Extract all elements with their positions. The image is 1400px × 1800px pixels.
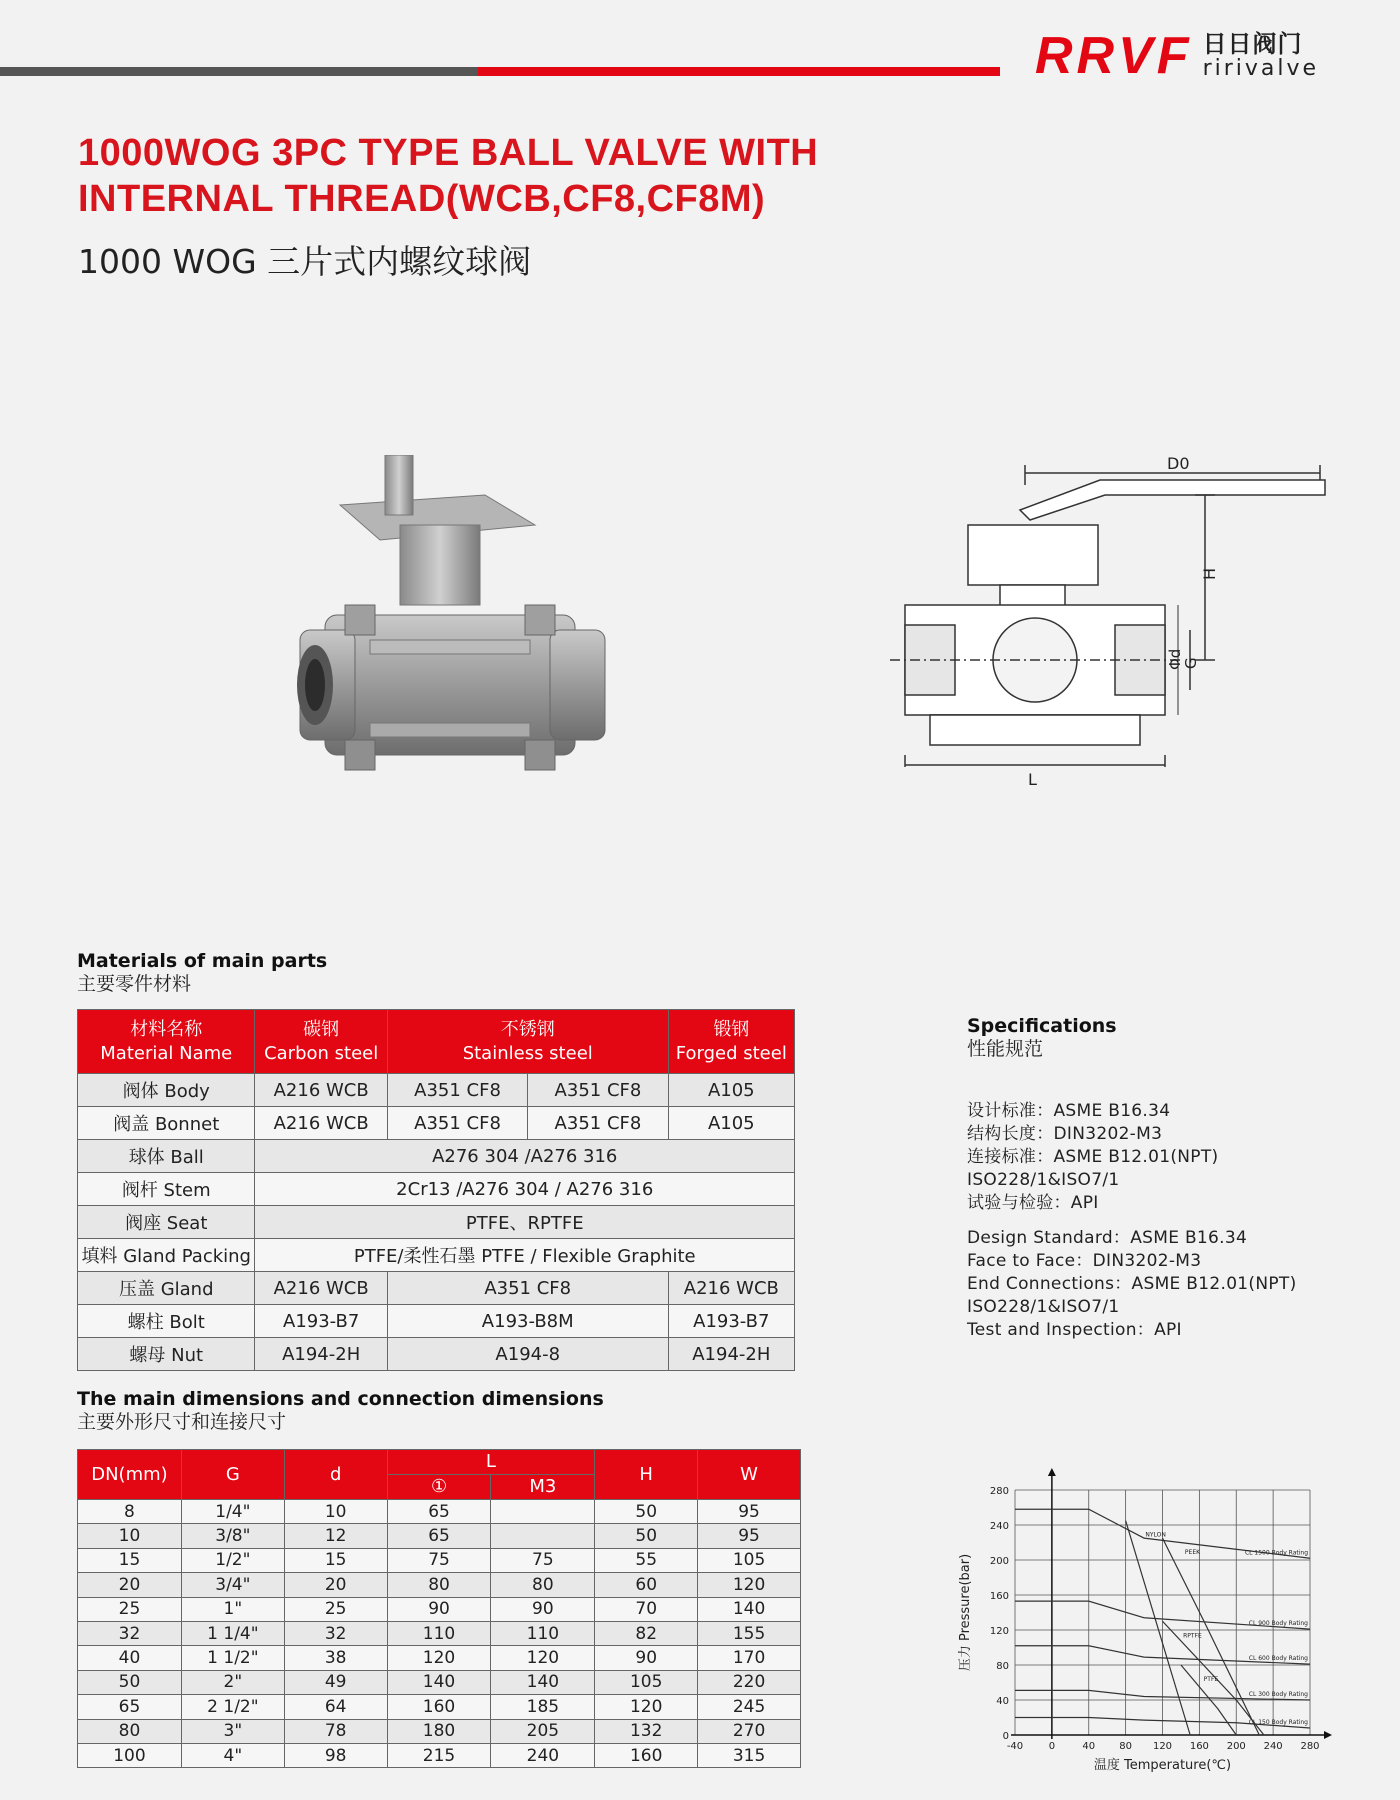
table-cell: 160: [595, 1743, 698, 1767]
table-cell: 160: [387, 1695, 491, 1719]
x-tick-label: 120: [1152, 1741, 1173, 1752]
y-axis-label: 压力 Pressure(bar): [958, 1553, 973, 1672]
table-cell: 105: [698, 1548, 801, 1572]
table-cell: 50: [78, 1670, 182, 1694]
materials-row-gland: 压盖 Gland A216 WCB A351 CF8 A216 WCB: [78, 1272, 795, 1305]
table-cell: 82: [595, 1621, 698, 1645]
specs-en-block: [967, 1227, 1297, 1342]
table-cell: 3/8": [181, 1524, 284, 1548]
materials-header-row: [78, 1010, 795, 1074]
table-cell: 90: [387, 1597, 491, 1621]
x-tick-label: -40: [1006, 1741, 1024, 1752]
table-cell: 25: [284, 1597, 387, 1621]
table-cell: 50: [595, 1524, 698, 1548]
page-title-line1: 1000WOG 3PC TYPE BALL VALVE WITH: [78, 132, 819, 174]
y-tick-label: 120: [989, 1626, 1009, 1637]
col-h: H: [595, 1450, 698, 1500]
y-tick-label: 160: [989, 1591, 1009, 1602]
table-cell: 64: [284, 1695, 387, 1719]
table-cell: 90: [491, 1597, 595, 1621]
table-cell: 215: [387, 1743, 491, 1767]
materials-heading: [77, 950, 327, 996]
series-label: CL 600 Body Rating: [1248, 1655, 1308, 1663]
table-cell: 3/4": [181, 1573, 284, 1597]
materials-heading-cn: 主要零件材料: [77, 973, 192, 995]
table-cell: 120: [698, 1573, 801, 1597]
x-tick-label: 160: [1189, 1741, 1209, 1752]
table-cell: 65: [78, 1695, 182, 1719]
table-cell: 25: [78, 1597, 182, 1621]
table-cell: 155: [698, 1621, 801, 1645]
col-dn: DN(mm): [78, 1450, 182, 1500]
table-row: [78, 1548, 801, 1572]
table-cell: 240: [491, 1743, 595, 1767]
top-rule-red: [478, 67, 1000, 76]
table-cell: 1 1/2": [181, 1646, 284, 1670]
spec-line: Test and Inspection：API: [967, 1320, 1182, 1340]
table-cell: 78: [284, 1719, 387, 1743]
table-cell: 32: [284, 1621, 387, 1645]
col-carbon-steel: 碳钢 Carbon steel: [255, 1010, 387, 1074]
table-cell: 270: [698, 1719, 801, 1743]
brand-mark: RRVF: [1035, 26, 1193, 85]
specs-heading-en: Specifications: [967, 1015, 1117, 1037]
spec-line: 连接标准：ASME B12.01(NPT): [967, 1147, 1219, 1167]
table-cell: 75: [491, 1548, 595, 1572]
col-g: G: [181, 1450, 284, 1500]
y-tick-label: 280: [989, 1486, 1009, 1497]
table-cell: 70: [595, 1597, 698, 1621]
materials-heading-en: Materials of main parts: [77, 950, 328, 972]
table-row: [78, 1743, 801, 1767]
dimensions-body: [78, 1500, 801, 1768]
table-cell: 170: [698, 1646, 801, 1670]
specs-list: [967, 1100, 1297, 1354]
series-label: PTFE: [1203, 1676, 1219, 1683]
dimensions-heading-en: The main dimensions and connection dimensions: [77, 1388, 604, 1410]
dimensions-heading: [77, 1388, 604, 1434]
col-l-m3: M3: [491, 1475, 595, 1500]
dim-label-h: H: [1200, 567, 1219, 580]
y-tick-label: 40: [996, 1696, 1009, 1707]
table-cell: 15: [284, 1548, 387, 1572]
top-rule-dark: [0, 67, 478, 76]
table-cell: 100: [78, 1743, 182, 1767]
page-subtitle-cn: 1000 WOG 三片式内螺纹球阀: [78, 242, 532, 281]
table-cell: 8: [78, 1500, 182, 1524]
table-row: [78, 1646, 801, 1670]
table-cell: 140: [698, 1597, 801, 1621]
table-cell: 32: [78, 1621, 182, 1645]
x-tick-label: 240: [1263, 1741, 1283, 1752]
specs-heading-cn: 性能规范: [967, 1038, 1044, 1060]
y-tick-label: 240: [989, 1521, 1009, 1532]
dim-label-l: L: [1028, 770, 1037, 789]
y-tick-label: 80: [996, 1661, 1009, 1672]
materials-row-bonnet: 阀盖 Bonnet A216 WCB A351 CF8 A351 CF8 A105: [78, 1107, 795, 1140]
col-w: W: [698, 1450, 801, 1500]
table-row: [78, 1621, 801, 1645]
spec-line: ISO228/1&ISO7/1: [967, 1297, 1120, 1317]
x-tick-label: 40: [1082, 1741, 1096, 1752]
specs-heading: [967, 1015, 1117, 1061]
series-label: CL 900 Body Rating: [1248, 1620, 1308, 1628]
table-cell: 120: [491, 1646, 595, 1670]
spec-line: 试验与检验：API: [967, 1193, 1099, 1213]
spec-line: Design Standard：ASME B16.34: [967, 1228, 1248, 1248]
x-axis-label: 温度 Temperature(℃): [1093, 1758, 1232, 1773]
table-cell: 38: [284, 1646, 387, 1670]
series-label: CL 1500 Body Rating: [1244, 1549, 1308, 1557]
table-cell: 245: [698, 1695, 801, 1719]
x-tick-label: 280: [1300, 1741, 1320, 1752]
table-cell: 40: [78, 1646, 182, 1670]
table-cell: 110: [387, 1621, 491, 1645]
table-cell: 80: [387, 1573, 491, 1597]
table-cell: 65: [387, 1500, 491, 1524]
table-row: [78, 1500, 801, 1524]
table-cell: 80: [78, 1719, 182, 1743]
table-row: [78, 1597, 801, 1621]
spec-line: 结构长度：DIN3202-M3: [967, 1124, 1163, 1144]
brand-name-en: ririvalve: [1202, 55, 1320, 81]
dimensions-table: [77, 1449, 801, 1768]
y-tick-label: 200: [989, 1556, 1009, 1567]
col-l: L: [387, 1450, 595, 1475]
table-row: [78, 1573, 801, 1597]
materials-row-ball: 球体 Ball A276 304 /A276 316: [78, 1140, 795, 1173]
series-label: CL 150 Body Rating: [1248, 1719, 1308, 1726]
dimensions-header-row: [78, 1450, 801, 1475]
series-label: CL 300 Body Rating: [1248, 1691, 1308, 1698]
table-cell: 60: [595, 1573, 698, 1597]
pressure-temperature-chart: [955, 1455, 1340, 1790]
y-axis-arrow: [1048, 1468, 1056, 1476]
table-cell: 50: [595, 1500, 698, 1524]
table-row: [78, 1695, 801, 1719]
table-cell: 95: [698, 1524, 801, 1548]
spec-line: Face to Face：DIN3202-M3: [967, 1251, 1202, 1271]
table-cell: 15: [78, 1548, 182, 1572]
col-d: d: [284, 1450, 387, 1500]
materials-row-seat: 阀座 Seat PTFE、RPTFE: [78, 1206, 795, 1239]
table-cell: 1/4": [181, 1500, 284, 1524]
table-cell: 110: [491, 1621, 595, 1645]
materials-row-stem: 阀杆 Stem 2Cr13 /A276 304 / A276 316: [78, 1173, 795, 1206]
materials-row-nut: 螺母 Nut A194-2H A194-8 A194-2H: [78, 1338, 795, 1371]
series-line: [1126, 1521, 1191, 1735]
table-cell: 4": [181, 1743, 284, 1767]
spec-line: End Connections：ASME B12.01(NPT): [967, 1274, 1297, 1294]
materials-table: [77, 1009, 795, 1371]
brand-logo: [1035, 28, 1319, 83]
table-row: [78, 1670, 801, 1694]
x-tick-label: 80: [1119, 1741, 1132, 1752]
col-stainless-steel: 不锈钢 Stainless steel: [387, 1010, 668, 1074]
dim-label-d0: D0: [1167, 455, 1190, 473]
dim-label-g: G: [1182, 657, 1200, 669]
col-material-name: 材料名称 Material Name: [78, 1010, 255, 1074]
table-cell: 49: [284, 1670, 387, 1694]
specs-cn-block: [967, 1100, 1297, 1215]
valve-photo: [285, 455, 630, 830]
table-cell: 2 1/2": [181, 1695, 284, 1719]
table-cell: [491, 1500, 595, 1524]
table-cell: 20: [78, 1573, 182, 1597]
dim-label-phi-d: Φd: [1166, 648, 1184, 670]
materials-row-gland-packing: 填料 Gland Packing PTFE/柔性石墨 PTFE / Flexible Graphite: [78, 1239, 795, 1272]
col-l-1: ①: [387, 1475, 491, 1500]
x-tick-label: 200: [1226, 1741, 1246, 1752]
table-cell: 80: [491, 1573, 595, 1597]
series-label: PEEK: [1184, 1549, 1201, 1557]
table-cell: 1/2": [181, 1548, 284, 1572]
table-cell: 95: [698, 1500, 801, 1524]
table-cell: 2": [181, 1670, 284, 1694]
table-cell: 75: [387, 1548, 491, 1572]
table-cell: 1 1/4": [181, 1621, 284, 1645]
table-cell: 140: [387, 1670, 491, 1694]
brand-name-cn: 日日阀门: [1202, 29, 1303, 58]
table-cell: 98: [284, 1743, 387, 1767]
spec-line: ISO228/1&ISO7/1: [967, 1170, 1120, 1190]
page-title: [78, 130, 818, 222]
table-cell: 140: [491, 1670, 595, 1694]
series-label: NYLON: [1145, 1531, 1166, 1539]
table-cell: 180: [387, 1719, 491, 1743]
page-title-line2: INTERNAL THREAD(WCB,CF8,CF8M): [78, 178, 766, 220]
table-cell: 220: [698, 1670, 801, 1694]
materials-row-body: 阀体 Body A216 WCB A351 CF8 A351 CF8 A105: [78, 1074, 795, 1107]
table-cell: 132: [595, 1719, 698, 1743]
table-cell: 120: [387, 1646, 491, 1670]
table-cell: [491, 1524, 595, 1548]
table-cell: 105: [595, 1670, 698, 1694]
valve-section-drawing: [880, 455, 1340, 835]
table-cell: 315: [698, 1743, 801, 1767]
y-tick-label: 0: [1002, 1731, 1009, 1742]
table-cell: 12: [284, 1524, 387, 1548]
table-row: [78, 1719, 801, 1743]
spec-line: 设计标准：ASME B16.34: [967, 1101, 1171, 1121]
table-cell: 185: [491, 1695, 595, 1719]
x-axis-arrow: [1324, 1731, 1332, 1739]
dimensions-heading-cn: 主要外形尺寸和连接尺寸: [77, 1411, 287, 1433]
table-cell: 20: [284, 1573, 387, 1597]
series-label: RPTFE: [1183, 1632, 1202, 1640]
table-cell: 120: [595, 1695, 698, 1719]
table-cell: 55: [595, 1548, 698, 1572]
materials-row-bolt: 螺柱 Bolt A193-B7 A193-B8M A193-B7: [78, 1305, 795, 1338]
table-cell: 10: [284, 1500, 387, 1524]
table-cell: 65: [387, 1524, 491, 1548]
table-cell: 205: [491, 1719, 595, 1743]
x-tick-label: 0: [1048, 1741, 1056, 1752]
table-cell: 90: [595, 1646, 698, 1670]
table-cell: 10: [78, 1524, 182, 1548]
col-forged-steel: 锻钢 Forged steel: [668, 1010, 794, 1074]
table-row: [78, 1524, 801, 1548]
table-cell: 1": [181, 1597, 284, 1621]
table-cell: 3": [181, 1719, 284, 1743]
